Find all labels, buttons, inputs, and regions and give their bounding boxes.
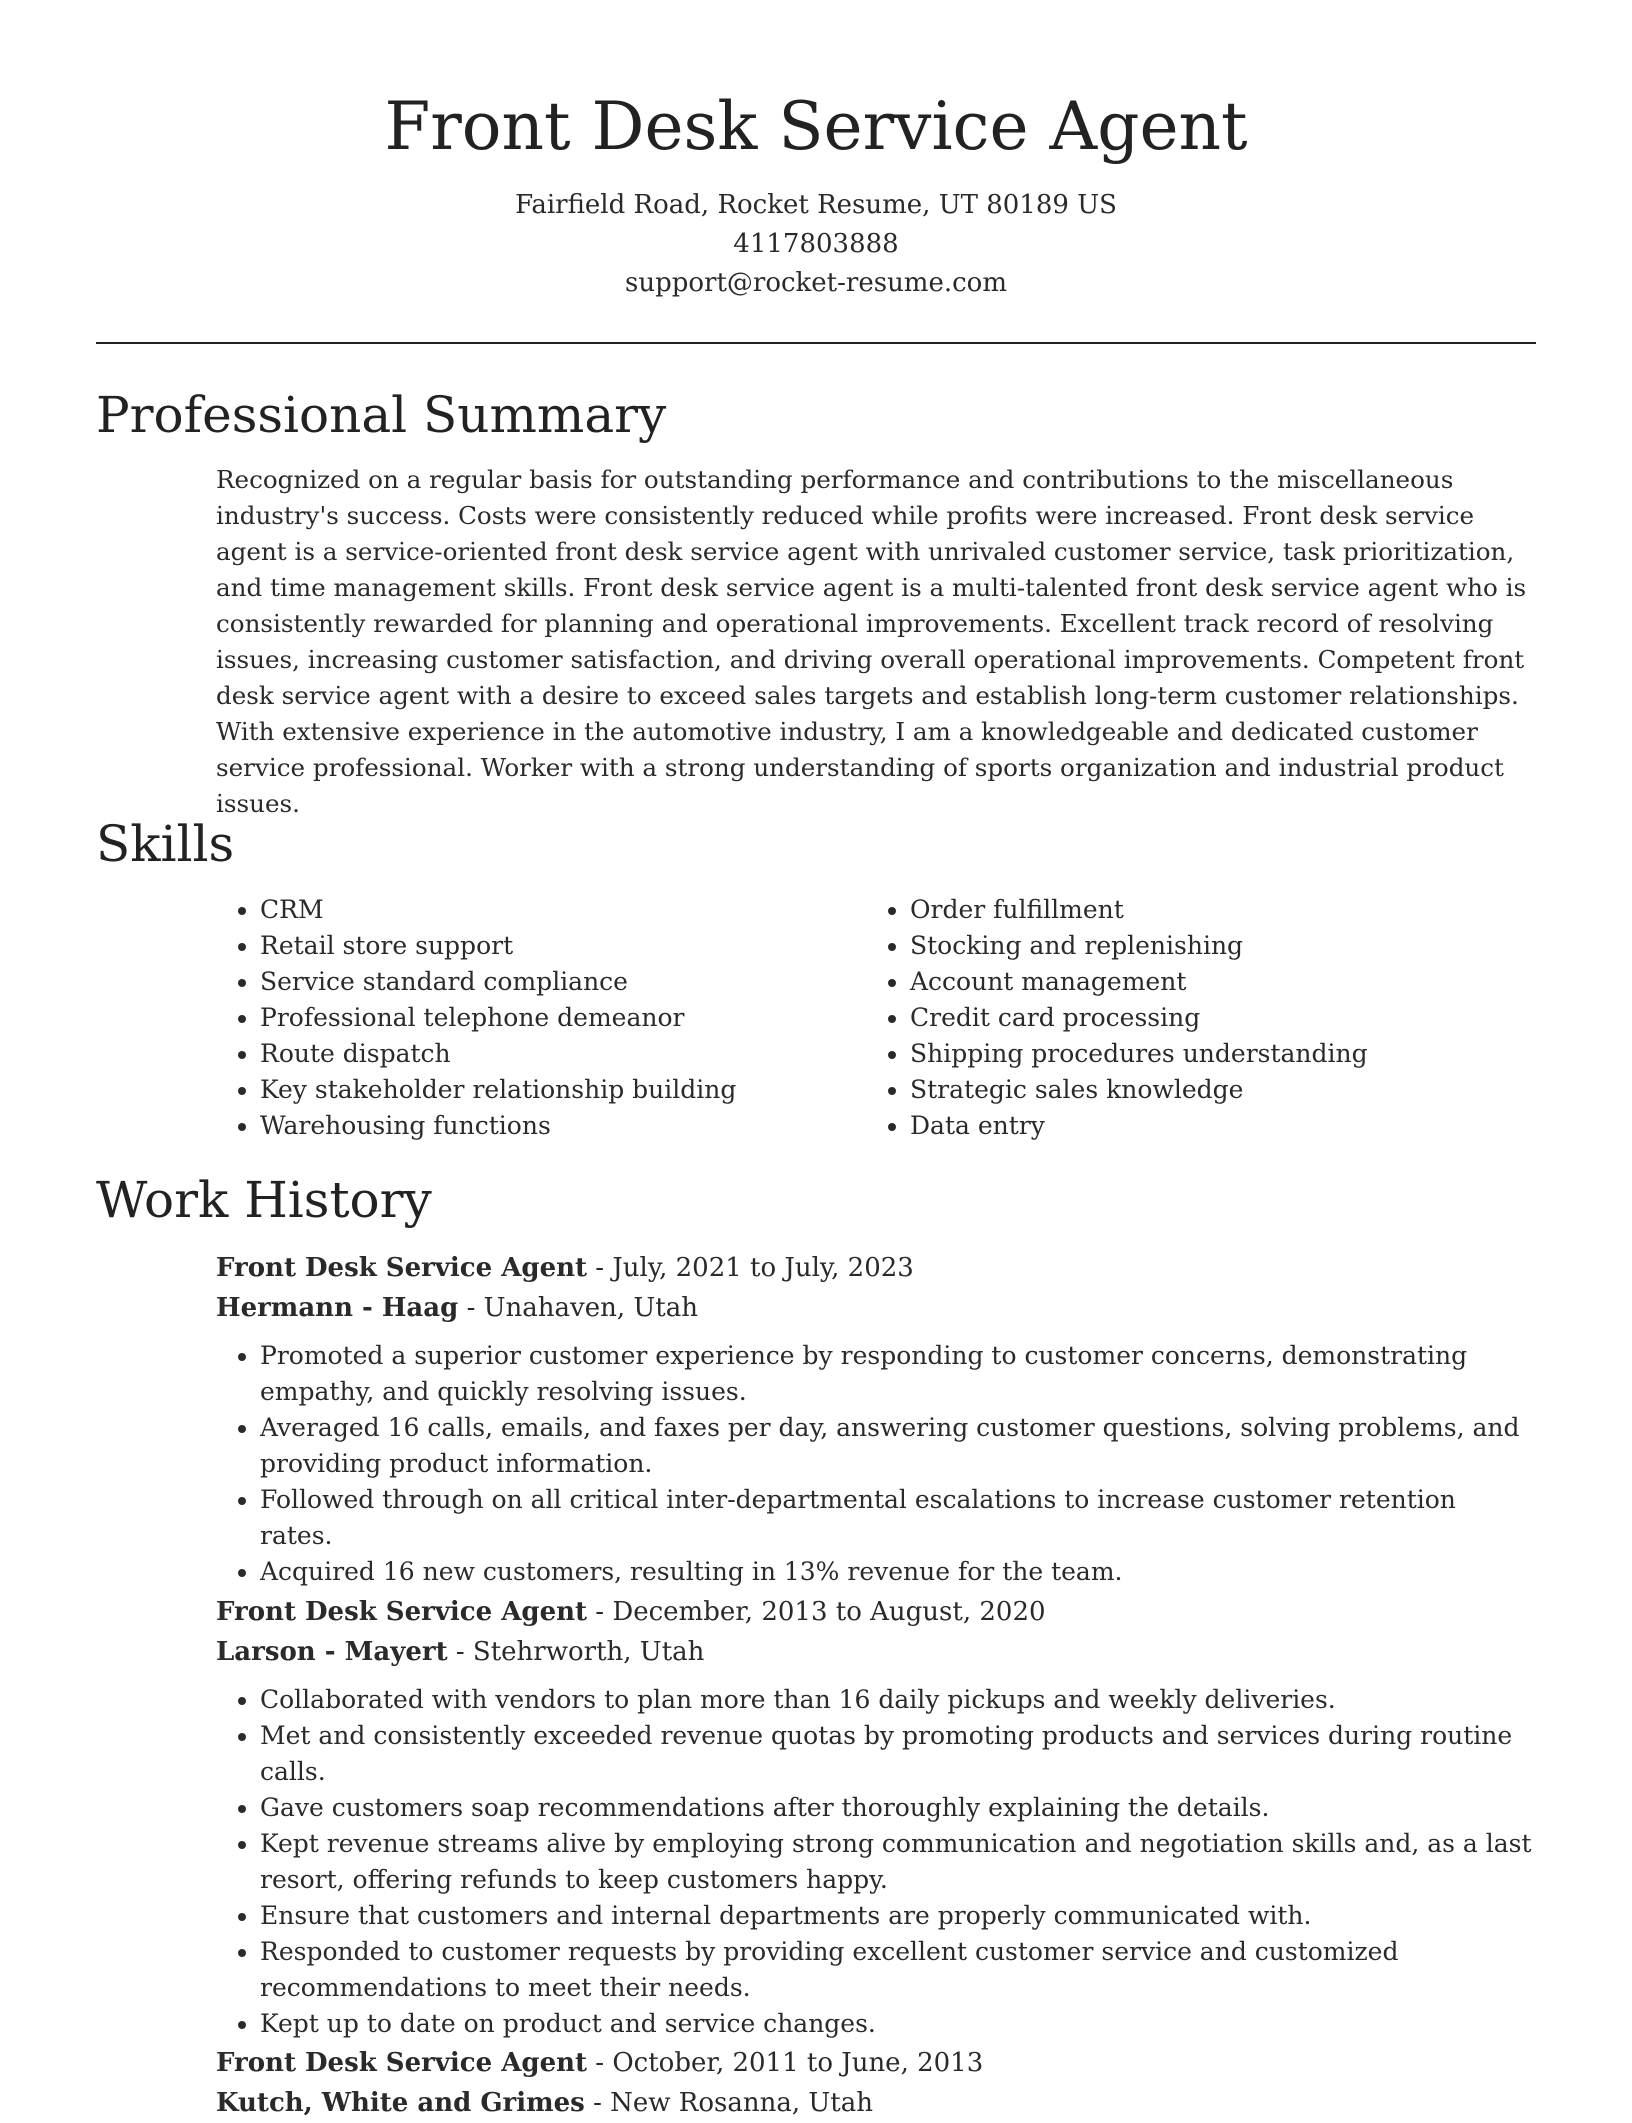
job-company: Larson - Mayert — [216, 1637, 448, 1667]
job-title: Front Desk Service Agent — [216, 2048, 588, 2078]
job-bullet: • Gave customers soap recommendations after thoroughly explaining the details. — [260, 1790, 1536, 1826]
skill-item: • Shipping procedures understanding — [910, 1036, 1516, 1072]
job-title-line — [216, 1248, 1536, 1288]
job-location: - Stehrworth, Utah — [447, 1637, 705, 1667]
skills-heading: Skills — [96, 815, 235, 873]
job-company-line — [216, 1288, 1536, 1328]
summary-heading: Professional Summary — [96, 386, 667, 444]
job-bullet: • Averaged 16 calls, emails, and faxes per day, answering customer questions, solving problems, and providing product information. — [260, 1410, 1536, 1482]
skill-item: • Stocking and replenishing — [910, 928, 1516, 964]
skills-columns — [216, 892, 1536, 1144]
job-company: Hermann - Haag — [216, 1293, 459, 1323]
job-bullet: • Followed through on all critical inter-departmental escalations to increase customer retention rates. — [260, 1482, 1536, 1554]
header-divider — [96, 342, 1536, 344]
job-entry — [216, 1592, 1536, 2042]
skill-item: • Data entry — [910, 1108, 1516, 1144]
contact-block — [0, 186, 1632, 303]
job-location: - Unahaven, Utah — [458, 1293, 698, 1323]
job-company-line — [216, 2083, 1536, 2123]
skill-item: • Order fulfillment — [910, 892, 1516, 928]
job-company-line — [216, 1632, 1536, 1672]
job-dates: - July, 2021 to July, 2023 — [587, 1253, 914, 1283]
skill-item: • Warehousing functions — [260, 1108, 866, 1144]
candidate-name: Front Desk Service Agent — [384, 88, 1248, 165]
skill-item: • Strategic sales knowledge — [910, 1072, 1516, 1108]
skill-item: • Route dispatch — [260, 1036, 866, 1072]
job-entry — [216, 2043, 1536, 2123]
job-title: Front Desk Service Agent — [216, 1597, 588, 1627]
skill-item: • Key stakeholder relationship building — [260, 1072, 866, 1108]
job-bullet: • Responded to customer requests by providing excellent customer service and customized recommendations to meet their needs. — [260, 1934, 1536, 2006]
job-bullet: • Kept up to date on product and service changes. — [260, 2006, 1536, 2042]
job-bullet: • Acquired 16 new customers, resulting in 13% revenue for the team. — [260, 1554, 1536, 1590]
job-title: Front Desk Service Agent — [216, 1253, 588, 1283]
skill-item: • CRM — [260, 892, 866, 928]
job-dates: - December, 2013 to August, 2020 — [587, 1597, 1046, 1627]
skills-list-left — [216, 892, 866, 1144]
skills-list-right — [866, 892, 1516, 1144]
skill-item: • Account management — [910, 964, 1516, 1000]
contact-phone: 4117803888 — [733, 229, 899, 259]
job-bullets — [216, 1682, 1536, 2042]
job-entry — [216, 1248, 1536, 1590]
job-bullet: • Ensure that customers and internal departments are properly communicated with. — [260, 1898, 1536, 1934]
job-title-line — [216, 2043, 1536, 2083]
job-bullet: • Collaborated with vendors to plan more than 16 daily pickups and weekly deliveries. — [260, 1682, 1536, 1718]
skill-item: • Retail store support — [260, 928, 866, 964]
skill-item: • Credit card processing — [910, 1000, 1516, 1036]
job-company: Kutch, White and Grimes — [216, 2088, 585, 2118]
contact-email: support@rocket-resume.com — [624, 268, 1007, 298]
job-bullet: • Promoted a superior customer experience by responding to customer concerns, demonstrating empathy, and quickly resolving issues. — [260, 1338, 1536, 1410]
work-history-heading: Work History — [96, 1171, 432, 1229]
job-dates: - October, 2011 to June, 2013 — [587, 2048, 984, 2078]
summary-text: Recognized on a regular basis for outstanding performance and contributions to the miscellaneous industry's success. Costs were consistently reduced while profits were increased. Front desk service agent is a service-oriented front desk service agent with unrivaled customer service, task prioritization, and time management skills. Front desk service agent is a multi-talented front desk service agent who is consistently rewarded for planning and operational improvements. Excellent track record of resolving issues, increasing customer satisfaction, and driving overall operational improvements. Competent front desk service agent with a desire to exceed sales targets and establish long-term customer relationships. With extensive experience in the automotive industry, I am a knowledgeable and dedicated customer service professional. Worker with a strong understanding of sports organization and industrial product issues. — [216, 465, 1527, 818]
job-bullet: • Kept revenue streams alive by employing strong communication and negotiation skills and, as a last resort, offering refunds to keep customers happy. — [260, 1826, 1536, 1898]
skill-item: • Service standard compliance — [260, 964, 866, 1000]
job-bullet: • Met and consistently exceeded revenue quotas by promoting products and services during routine calls. — [260, 1718, 1536, 1790]
job-title-line — [216, 1592, 1536, 1632]
job-bullets — [216, 1338, 1536, 1590]
contact-address: Fairfield Road, Rocket Resume, UT 80189 US — [515, 190, 1117, 220]
skill-item: • Professional telephone demeanor — [260, 1000, 866, 1036]
job-location: - New Rosanna, Utah — [584, 2088, 873, 2118]
resume-header — [0, 0, 1632, 303]
